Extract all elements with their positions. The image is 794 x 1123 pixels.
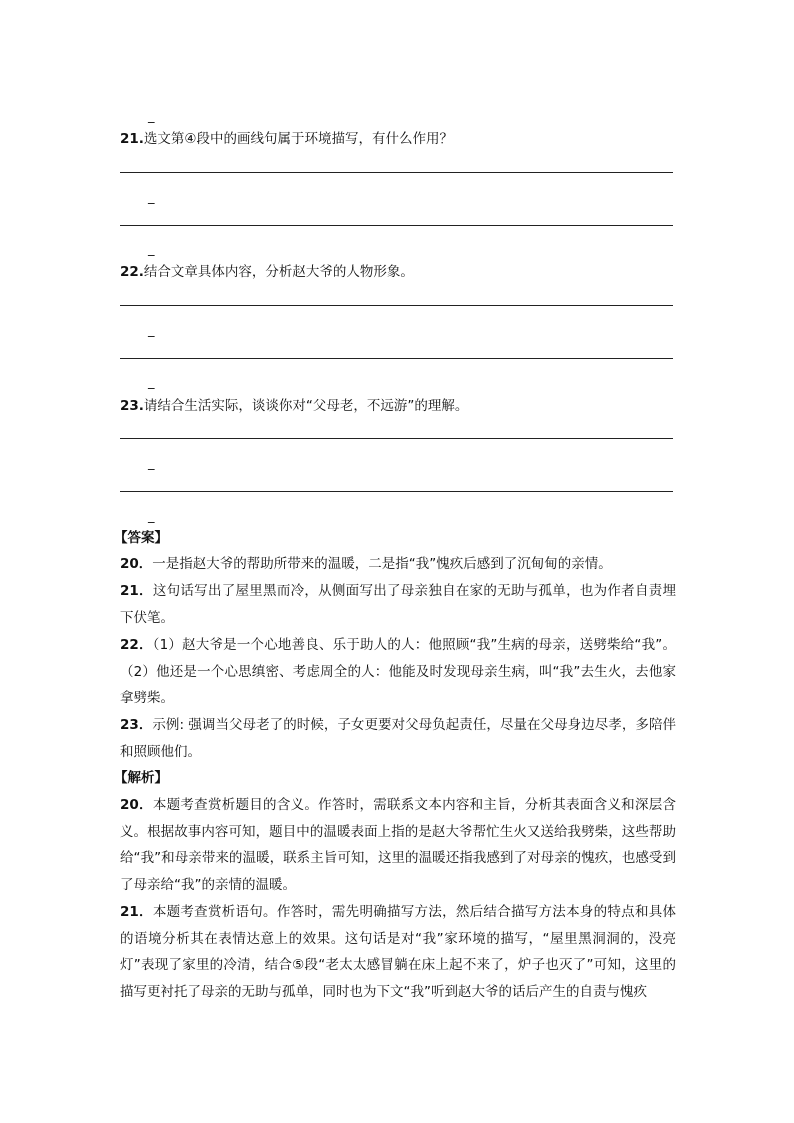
answer-number: 20． xyxy=(120,556,153,572)
answer-line[interactable] xyxy=(120,438,673,439)
answer-line[interactable] xyxy=(120,225,673,226)
question-number: 21. xyxy=(120,131,144,147)
question-text: 结合文章具体内容，分析赵大爷的人物形象。 xyxy=(143,264,414,280)
analysis-20 xyxy=(120,792,676,898)
analysis-number: 20． xyxy=(120,797,153,813)
question-text: 选文第④段中的画线句属于环境描写，有什么作用？ xyxy=(143,131,454,147)
answer-heading: 【答案】 xyxy=(114,530,168,546)
blank-mark: _ xyxy=(148,456,155,471)
question-number: 23. xyxy=(120,398,144,414)
question-text: 请结合生活实际，谈谈你对“父母老，不远游”的理解。 xyxy=(143,398,469,414)
analysis-number: 21． xyxy=(120,904,153,920)
answer-line[interactable] xyxy=(120,305,673,306)
answer-text: 一是指赵大爷的帮助所带来的温暖，二是指“我”愧疚后感到了沉甸甸的亲情。 xyxy=(152,556,612,572)
question-number: 22. xyxy=(120,264,144,280)
blank-mark: _ xyxy=(148,242,155,257)
answer-line[interactable] xyxy=(120,358,673,359)
blank-mark: _ xyxy=(148,375,155,390)
answer-22 xyxy=(120,632,676,712)
answer-number: 22． xyxy=(120,637,153,653)
blank-mark: _ xyxy=(148,509,155,524)
answer-number: 21． xyxy=(120,583,153,599)
question-23 xyxy=(120,396,468,416)
answer-text: 这句话写出了屋里黑而冷，从侧面写出了母亲独自在家的无助与孤单，也为作者自责埋下伏笔。 xyxy=(120,583,676,626)
question-21 xyxy=(120,129,453,149)
answer-21 xyxy=(120,578,676,631)
answer-23 xyxy=(120,712,676,765)
question-22 xyxy=(120,262,414,282)
blank-mark: _ xyxy=(148,323,155,338)
answer-line[interactable] xyxy=(120,491,673,492)
answer-number: 23． xyxy=(120,717,153,733)
blank-mark: _ xyxy=(148,109,155,124)
answer-20 xyxy=(120,551,676,578)
answer-text: （1）赵大爷是一个心地善良、乐于助人的人：他照顾“我”生病的母亲，送劈柴给“我”。（2）他还是一个心思缜密、考虑周全的人：他能及时发现母亲生病，叫“我”去生火，去他家拿劈柴。 xyxy=(120,637,676,706)
analysis-text: 本题考查赏析题目的含义。作答时，需联系文本内容和主旨，分析其表面含义和深层含义。根据故事内容可知，题目中的温暖表面上指的是赵大爷帮忙生火又送给我劈柴，这些帮助给“我”和母亲带来的温暖，联系主旨可知，这里的温暖还指我感到了对母亲的愧疚，也感受到了母亲给“我”的亲情的温暖。 xyxy=(120,797,676,893)
answer-line[interactable] xyxy=(120,172,673,173)
analysis-heading: 【解析】 xyxy=(114,770,168,786)
analysis-21 xyxy=(120,899,676,1005)
answer-text: 示例: 强调当父母老了的时候，子女更要对父母负起责任，尽量在父母身边尽孝，多陪伴和照顾他们。 xyxy=(120,717,676,760)
blank-mark: _ xyxy=(148,190,155,205)
analysis-text: 本题考查赏析语句。作答时，需先明确描写方法，然后结合描写方法本身的特点和具体的语境分析其在表情达意上的效果。这句话是对“我”家环境的描写，“屋里黑洞洞的，没亮灯”表现了家里的冷清，结合⑤段“老太太感冒躺在床上起不来了，炉子也灭了”可知，这里的描写更衬托了母亲的无助与孤单，同时也为下文“我”听到赵大爷的话后产生的自责与愧疚 xyxy=(120,904,676,1000)
